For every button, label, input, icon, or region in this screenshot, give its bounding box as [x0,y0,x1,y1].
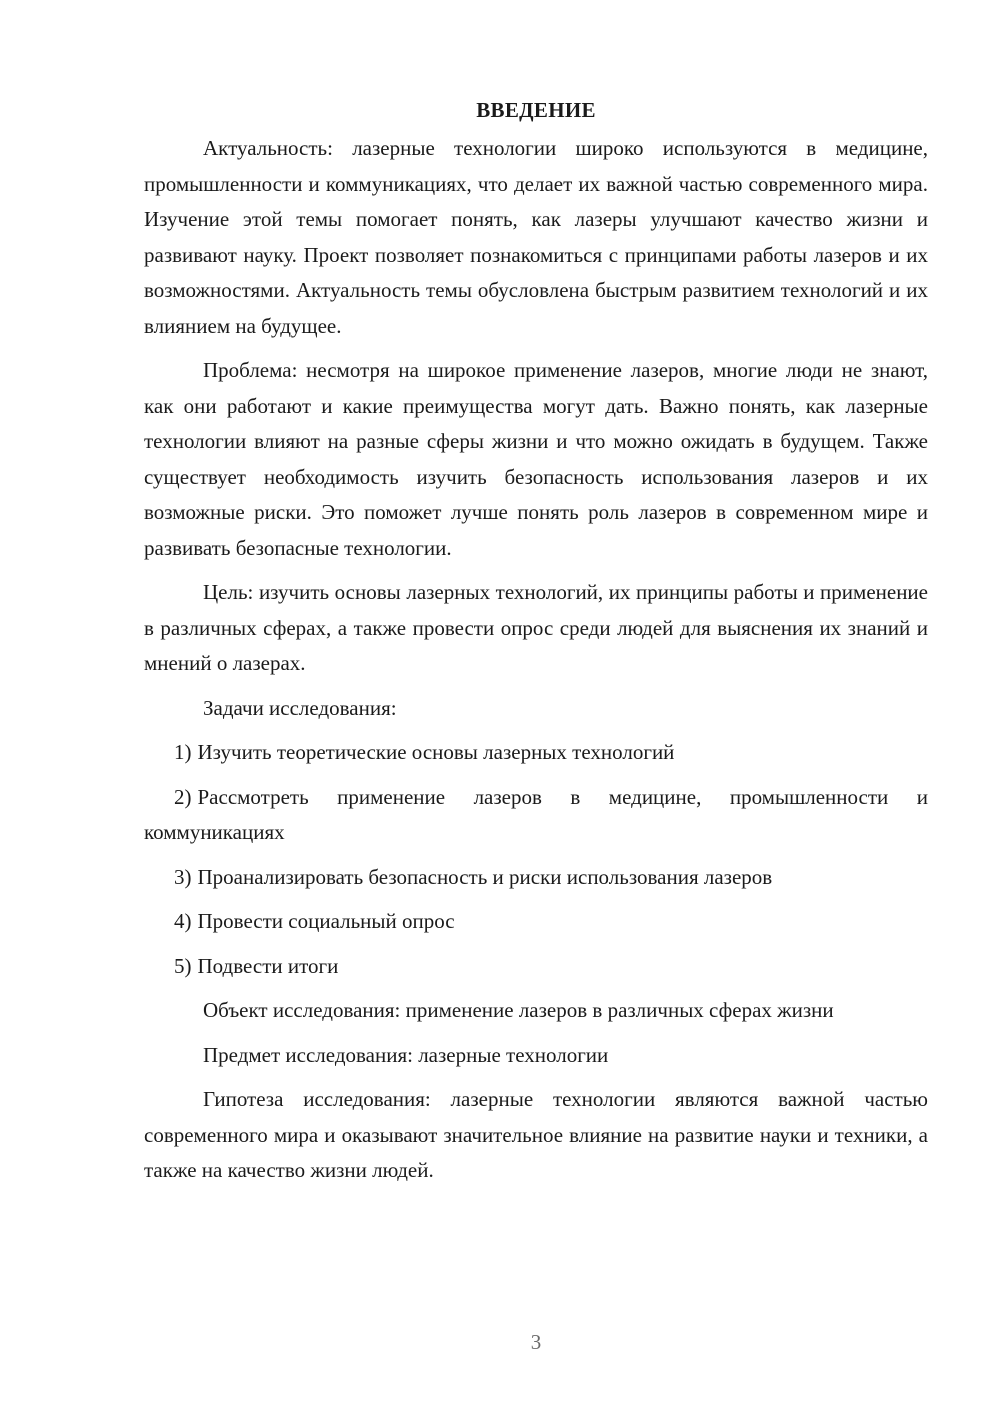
list-item [144,860,928,896]
object-paragraph: Объект исследования: применение лазеров в различных сферах жизни [203,998,834,1022]
list-item [144,904,928,940]
list-item-text: Рассмотреть применение лазеров в медицине, промышленности и коммуникациях [144,784,928,844]
tasks-heading: Задачи исследования: [203,695,397,720]
list-item-number: 3) [174,864,192,889]
list-item-number: 2) [174,784,192,809]
list-item-number: 4) [174,909,192,933]
relevance-paragraph: Актуальность: лазерные технологии широко используются в медицине, промышленности и коммуникациях, что делает их важной частью современного мира. Изучение этой темы помогает понять, как лазеры улучшают качество жизни и развивают науку. Проект позволяет познакомиться с принципами работы лазеров и их возможностями. Актуальность темы обусловлена быстрым развитием технологий и их влиянием на будущее. [144,136,928,338]
hypothesis-paragraph: Гипотеза исследования: лазерные технологии являются важной частью современного мира и оказывают значительное влияние на развитие науки и техники, а также на качество жизни людей. [144,1087,928,1182]
list-item-text: Проанализировать безопасность и риски использования лазеров [197,864,773,889]
list-item-text: Изучить теоретические основы лазерных технологий [197,740,675,764]
problem-paragraph: Проблема: несмотря на широкое применение лазеров, многие люди не знают, как они работают и какие преимущества могут дать. Важно понять, как лазерные технологии влияют на разные сферы жизни и что можно ожидать в будущем. Также существует необходимость изучить безопасность использования лазеров и их возможные риски. Это поможет лучше понять роль лазеров в современном мире и развивать безопасные технологии. [144,358,928,560]
list-item-text: Подвести итоги [197,953,339,978]
goal-paragraph: Цель: изучить основы лазерных технологий, их принципы работы и применение в различных сферах, а также провести опрос среди людей для выяснения их знаний и мнений о лазерах. [144,580,928,675]
subject-paragraph: Предмет исследования: лазерные технологии [203,1042,609,1067]
list-item-number: 5) [174,953,192,978]
list-item [144,780,928,851]
list-item [144,735,928,771]
page-number: 3 [530,1330,542,1354]
section-heading: ВВЕДЕНИЕ [476,98,596,122]
list-item [144,949,928,985]
document-page [144,92,928,1189]
list-item-text: Провести социальный опрос [197,909,455,933]
list-item-number: 1) [174,740,192,764]
